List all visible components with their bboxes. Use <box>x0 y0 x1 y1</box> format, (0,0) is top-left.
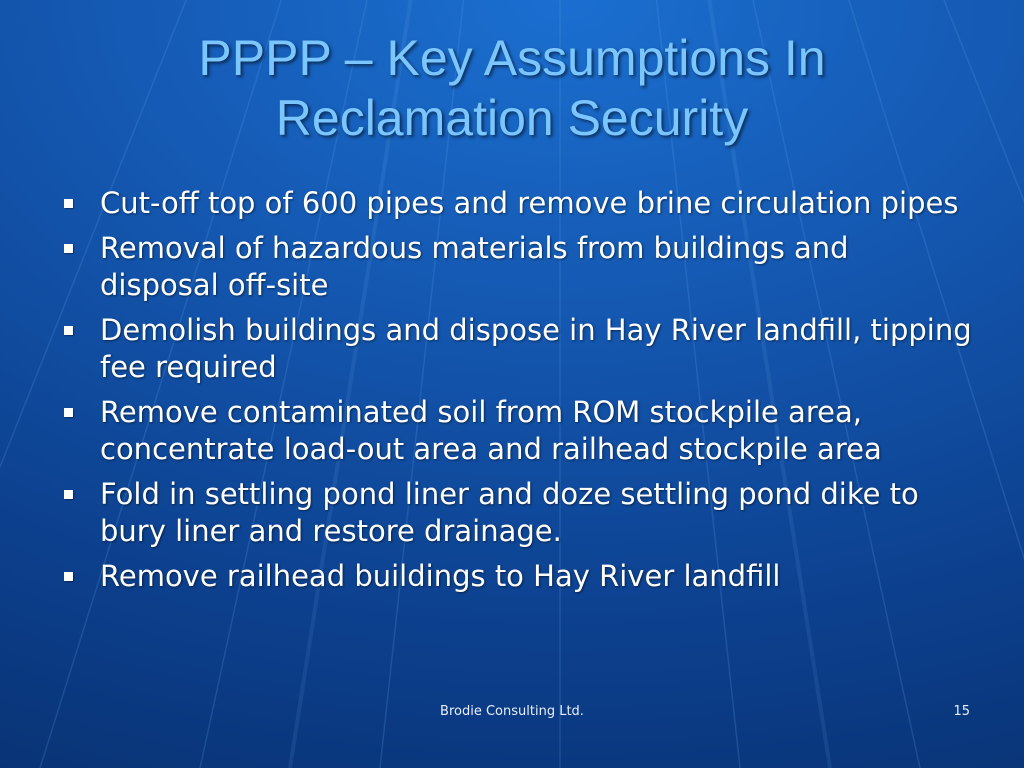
bullet-text: Remove railhead buildings to Hay River landfill <box>100 559 781 593</box>
bullet-list <box>62 185 972 603</box>
square-bullet-icon <box>64 199 73 208</box>
bullet-text: Demolish buildings and dispose in Hay River landfill, tipping fee required <box>100 313 972 384</box>
bullet-item <box>62 312 972 386</box>
bullet-item <box>62 394 972 468</box>
square-bullet-icon <box>64 408 73 417</box>
title-line-1: PPPP – Key Assumptions In <box>198 30 826 86</box>
square-bullet-icon <box>64 490 73 499</box>
page-number: 15 <box>953 704 970 719</box>
square-bullet-icon <box>64 244 73 253</box>
bullet-item <box>62 185 972 222</box>
bullet-item <box>62 230 972 304</box>
footer-text: Brodie Consulting Ltd. <box>440 704 584 719</box>
bullet-item <box>62 476 972 550</box>
bullet-text: Cut-off top of 600 pipes and remove brine circulation pipes <box>100 186 959 220</box>
bullet-text: Fold in settling pond liner and doze settling pond dike to bury liner and restore drainage. <box>100 477 919 548</box>
title-line-2: Reclamation Security <box>275 90 749 146</box>
bullet-item <box>62 558 972 595</box>
square-bullet-icon <box>64 572 73 581</box>
slide-title <box>60 28 964 148</box>
bullet-text: Removal of hazardous materials from buildings and disposal off-site <box>100 231 849 302</box>
square-bullet-icon <box>64 326 73 335</box>
bullet-text: Remove contaminated soil from ROM stockpile area, concentrate load-out area and railhead stockpile area <box>100 395 882 466</box>
